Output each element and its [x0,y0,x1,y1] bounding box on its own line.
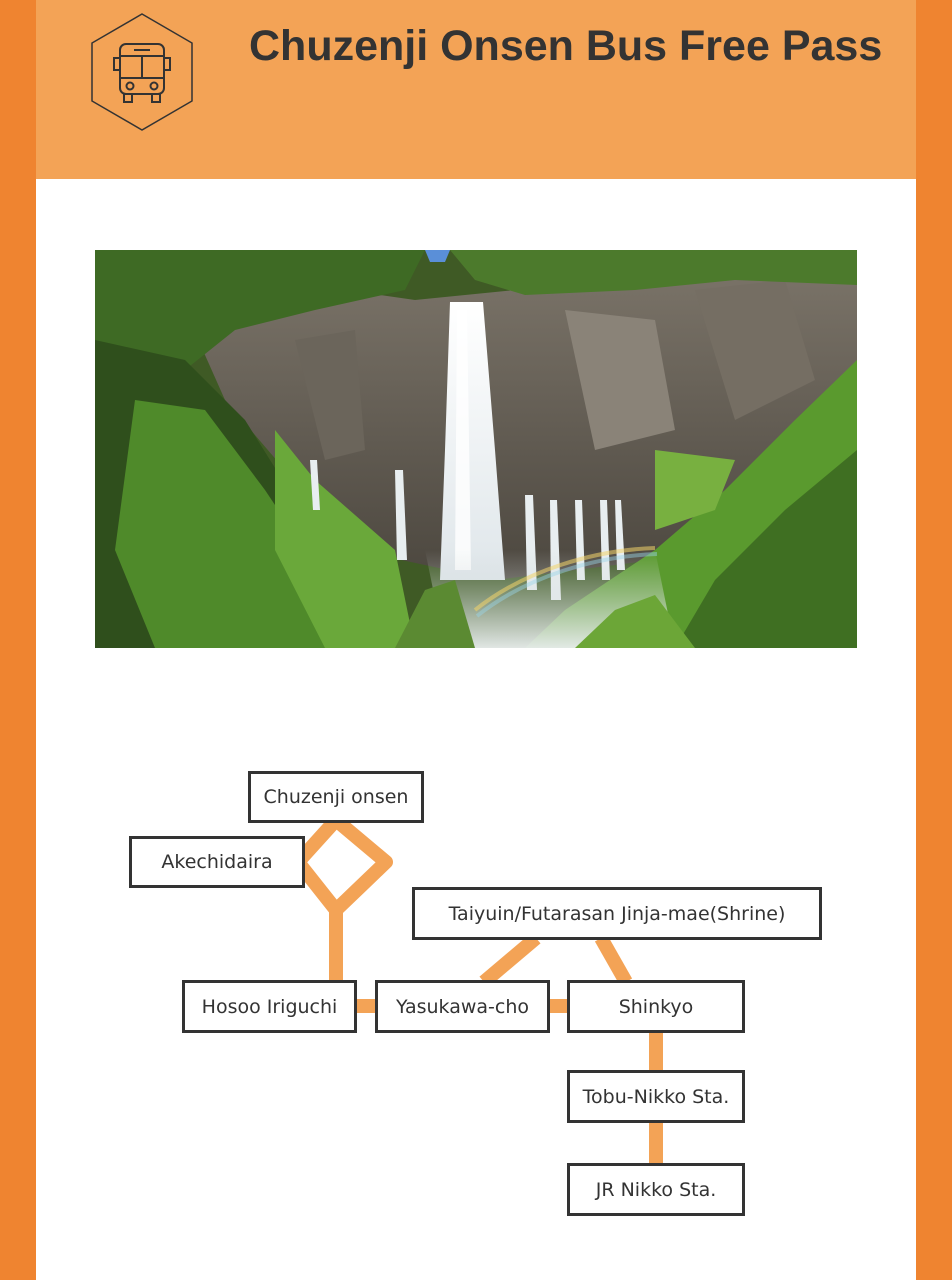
station-label: Shinkyo [618,995,694,1018]
station-shinkyo [567,980,745,1033]
station-label: Taiyuin/Futarasan Jinja-mae(Shrine) [448,902,786,925]
content-panel [36,0,916,1280]
bus-route-map [36,700,916,1240]
station-label: Hosoo Iriguchi [201,995,338,1018]
waterfall-photo [95,250,857,648]
route-loop [298,820,386,910]
station-label: JR Nikko Sta. [595,1178,717,1201]
station-akechidaira [129,836,305,888]
station-jr-nikko [567,1163,745,1216]
station-label: Yasukawa-cho [395,995,530,1018]
route-segment-taiyuin-shinkyo [601,938,626,982]
route-segment-yasukawa-taiyuin [484,938,536,982]
header-banner [36,0,916,179]
bus-icon [90,12,194,132]
station-label: Tobu-Nikko Sta. [582,1085,730,1108]
station-label: Akechidaira [161,851,273,873]
route-lines [36,700,916,1240]
station-tobu-nikko [567,1070,745,1123]
page-title: Chuzenji Onsen Bus Free Pass [249,22,883,70]
station-label: Chuzenji onsen [263,786,409,808]
station-chuzenji-onsen [248,771,424,823]
station-taiyuin-futarasan [412,887,822,940]
station-yasukawa-cho [375,980,550,1033]
station-hosoo-iriguchi [182,980,357,1033]
